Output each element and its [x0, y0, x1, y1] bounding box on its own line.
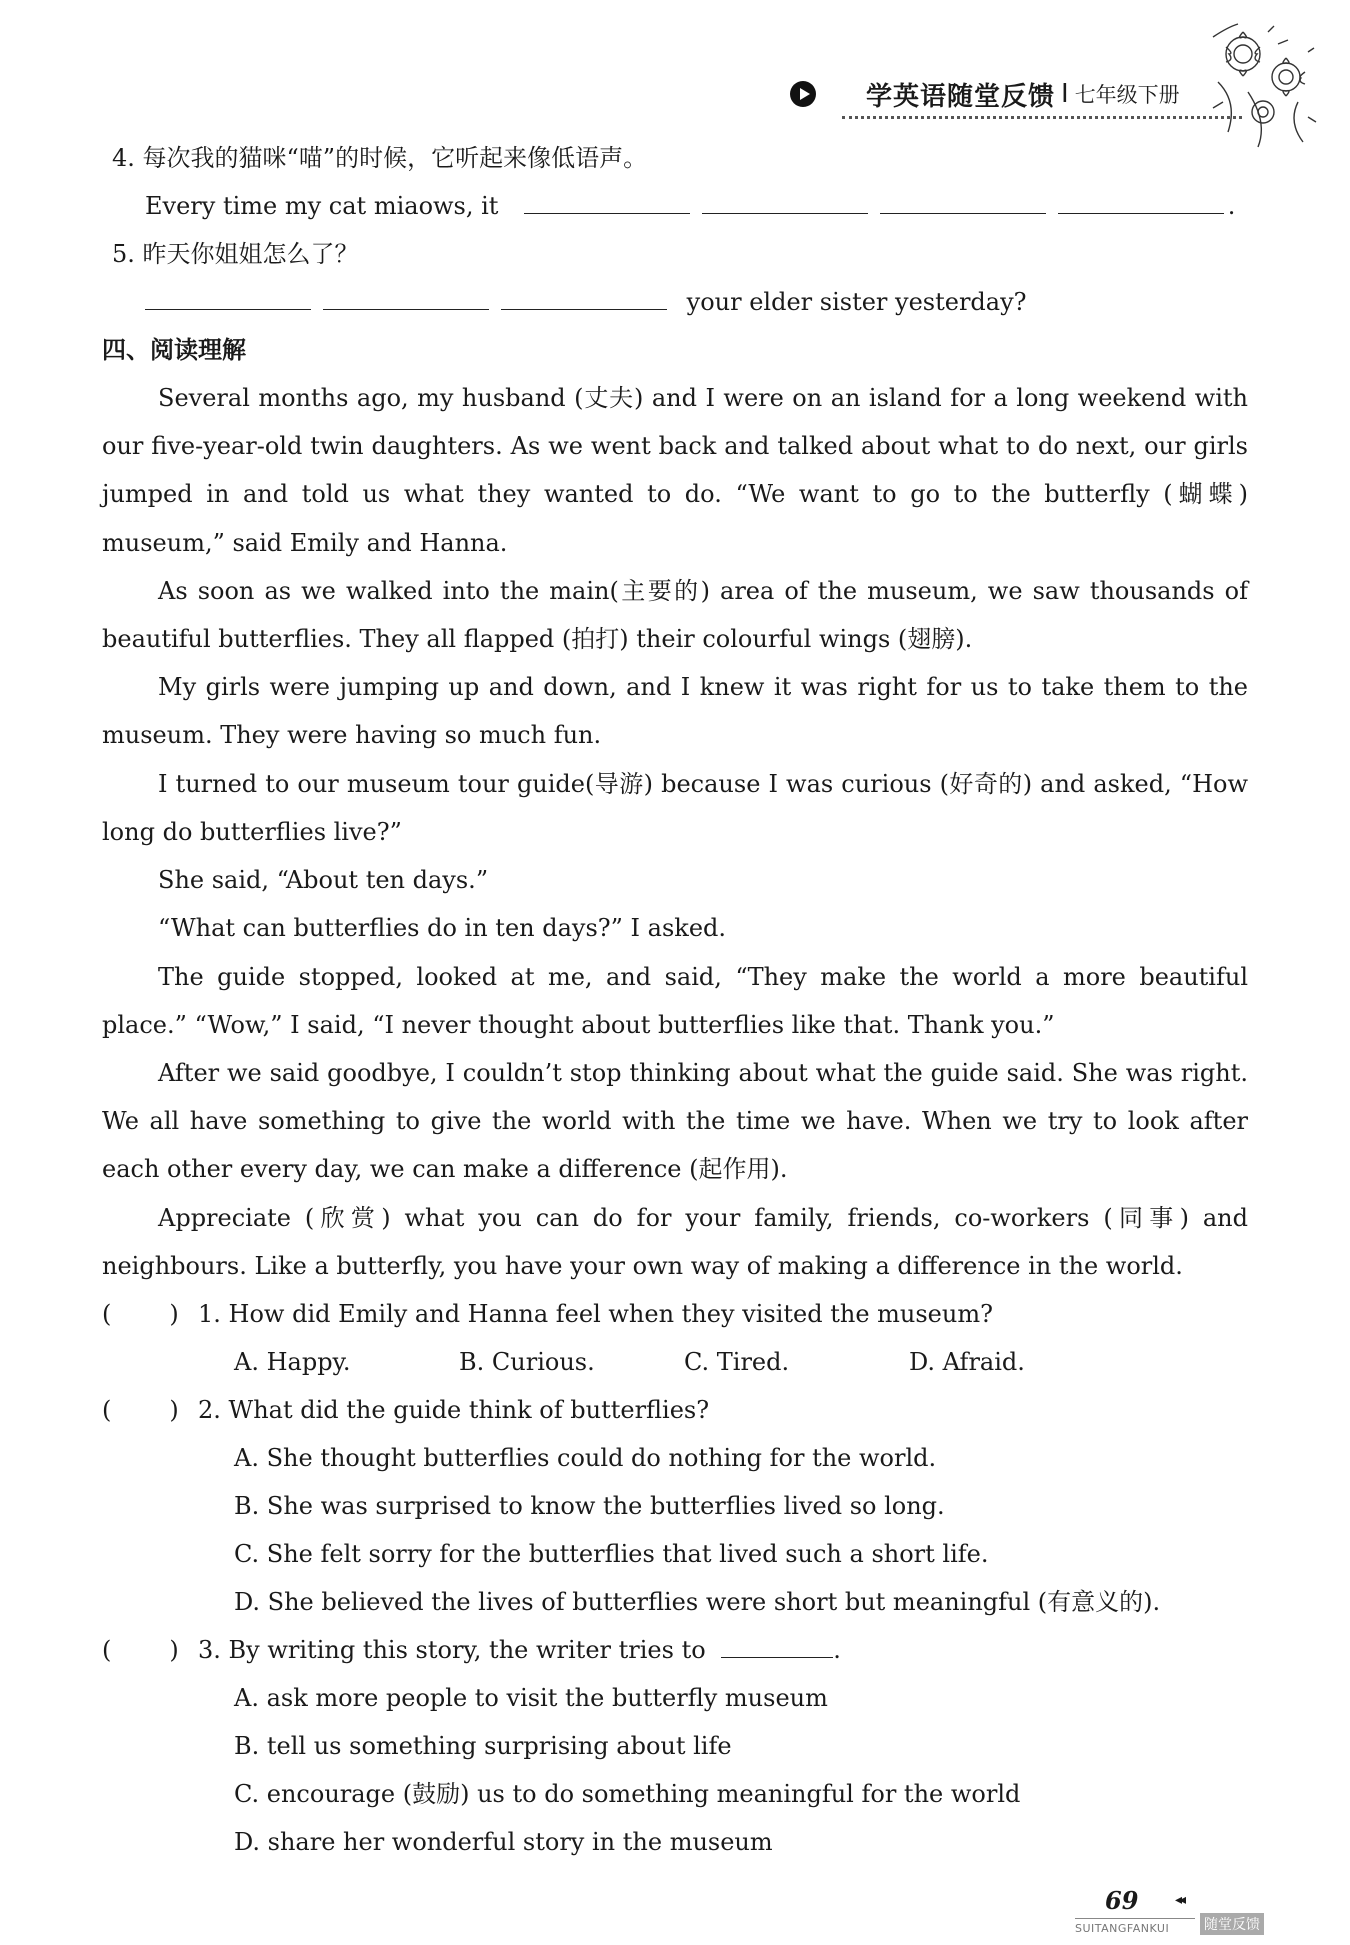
- passage-paragraph: After we said goodbye, I couldn’t stop thinking about what the guide said. She was right. We all have something to give the world with the time we have. When we try to look after each other every day, we can make a difference (起作用).: [102, 1059, 1248, 1184]
- answer-blank[interactable]: [323, 279, 489, 310]
- option[interactable]: D. She believed the lives of butterflies were short but meaningful (有意义的).: [234, 1588, 1161, 1616]
- question-stem: 2. What did the guide think of butterflies?: [198, 1396, 710, 1424]
- answer-blank[interactable]: [501, 279, 667, 310]
- answer-blank[interactable]: [524, 183, 690, 214]
- option[interactable]: A. She thought butterflies could do nothing for the world.: [234, 1444, 937, 1472]
- page-number: 69: [1105, 1886, 1139, 1915]
- answer-bracket[interactable]: ( ): [102, 1396, 179, 1424]
- header-dotted-rule: [842, 116, 1242, 119]
- q5-sentence: [145, 278, 1027, 326]
- option[interactable]: B. tell us something surprising about life: [234, 1732, 732, 1760]
- option[interactable]: C. She felt sorry for the butterflies that lived such a short life.: [234, 1540, 989, 1568]
- question-stem: 1. How did Emily and Hanna feel when they visited the museum?: [198, 1300, 993, 1328]
- q4-sentence-end: .: [1227, 192, 1236, 220]
- answer-bracket[interactable]: ( ): [102, 1636, 179, 1664]
- flower-decoration-icon: [1208, 22, 1318, 152]
- footer-pinyin: SUITANGFANKUI: [1075, 1922, 1170, 1935]
- question-2: [102, 1386, 709, 1434]
- passage-paragraph: The guide stopped, looked at me, and said, “They make the world a more beautiful place.” “Wow,” I said, “I never thought about butterflies like that. Thank you.”: [102, 963, 1248, 1040]
- q5-prompt: 5. 昨天你姐姐怎么了？: [112, 240, 359, 268]
- footer-label: 随堂反馈: [1200, 1913, 1264, 1935]
- option[interactable]: C. encourage (鼓励) us to do something meaningful for the world: [234, 1780, 1021, 1808]
- play-icon: [790, 81, 816, 107]
- answer-blank[interactable]: [145, 279, 311, 310]
- passage-paragraph: Several months ago, my husband (丈夫) and I were on an island for a long weekend with our five-year-old twin daughters. As we went back and talked about what to do next, our girls jumped in and told us what they wanted to do. “We want to go to the butterfly (蝴蝶) museum,” said Emily and Hanna.: [102, 384, 1248, 557]
- passage-paragraph: My girls were jumping up and down, and I knew it was right for us to take them to the museum. They were having so much fun.: [102, 673, 1248, 750]
- option[interactable]: B. She was surprised to know the butterflies lived so long.: [234, 1492, 945, 1520]
- arrow-left-icon: ◂◂: [1175, 1892, 1184, 1908]
- book-title: 学英语随堂反馈: [866, 81, 1056, 112]
- header-separator: I: [1061, 79, 1069, 109]
- footer-rule: [1075, 1918, 1195, 1919]
- question-stem: 3. By writing this story, the writer tries to: [198, 1636, 706, 1664]
- q4-prompt: 4. 每次我的猫咪“喵”的时候，它听起来像低语声。: [112, 144, 648, 172]
- section-title: 四、阅读理解: [102, 336, 246, 364]
- question-1-options: [234, 1338, 1134, 1386]
- page-header: [790, 74, 1180, 114]
- option[interactable]: C. Tired.: [684, 1348, 790, 1376]
- option[interactable]: A. ask more people to visit the butterfly museum: [234, 1684, 828, 1712]
- q5-sentence-end: your elder sister yesterday?: [686, 288, 1027, 316]
- answer-blank[interactable]: [1058, 183, 1224, 214]
- option[interactable]: D. share her wonderful story in the museum: [234, 1828, 773, 1856]
- answer-bracket[interactable]: ( ): [102, 1300, 179, 1328]
- question-1: [102, 1290, 993, 1338]
- option[interactable]: D. Afraid.: [909, 1348, 1025, 1376]
- q4-sentence-start: Every time my cat miaows, it: [145, 192, 499, 220]
- passage-paragraph: “What can butterflies do in ten days?” I asked.: [158, 914, 727, 942]
- answer-blank[interactable]: [880, 183, 1046, 214]
- question-3: ( ) 3. By writing this story, the writer tries to .: [102, 1626, 841, 1674]
- q4-sentence: [145, 182, 1235, 230]
- answer-blank[interactable]: [702, 183, 868, 214]
- grade-label: 七年级下册: [1074, 83, 1180, 107]
- passage-paragraph: She said, “About ten days.”: [158, 866, 489, 894]
- passage-paragraph: I turned to our museum tour guide(导游) because I was curious (好奇的) and asked, “How long do butterflies live?”: [102, 770, 1248, 847]
- answer-blank[interactable]: [721, 1627, 833, 1658]
- passage-paragraph: As soon as we walked into the main(主要的) area of the museum, we saw thousands of beautiful butterflies. They all flapped (拍打) their colourful wings (翅膀).: [102, 577, 1248, 654]
- option[interactable]: B. Curious.: [459, 1348, 595, 1376]
- option[interactable]: A. Happy.: [234, 1348, 351, 1376]
- passage-paragraph: Appreciate (欣赏) what you can do for your family, friends, co-workers (同事) and neighbours. Like a butterfly, you have your own way of making a difference in the world.: [102, 1204, 1248, 1281]
